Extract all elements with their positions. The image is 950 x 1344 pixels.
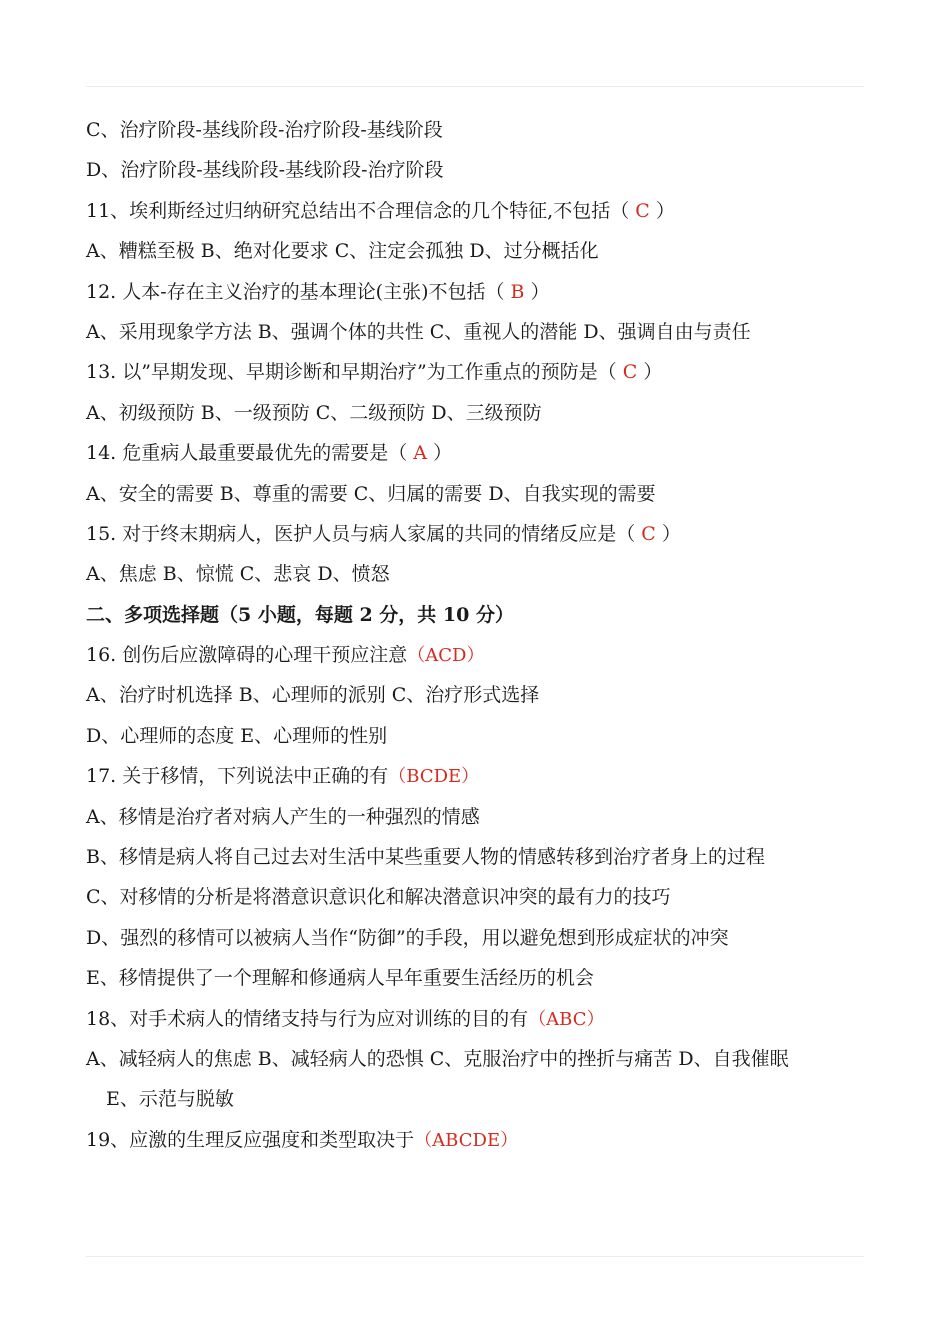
question-11: 11、埃利斯经过归纳研究总结出不合理信念的几个特征,不包括（ C ） — [86, 199, 675, 222]
answer-mark: （ACD） — [407, 645, 485, 667]
answer-mark: B — [504, 280, 531, 303]
question-18: 18、对手术病人的情绪支持与行为应对训练的目的有（ABC） — [86, 1007, 605, 1030]
question-option-line: A、初级预防 B、一级预防 C、二级预防 D、三级预防 — [86, 401, 542, 424]
answer-mark: C — [635, 522, 662, 545]
answer-mark: C — [629, 199, 656, 222]
question-option-line: B、移情是病人将自己过去对生活中某些重要人物的情感转移到治疗者身上的过程 — [86, 846, 765, 869]
question-option-line: E、移情提供了一个理解和修通病人早年重要生活经历的机会 — [86, 967, 594, 990]
question-option-line: E、示范与脱敏 — [106, 1088, 234, 1111]
document-body — [86, 110, 876, 1160]
section-heading: 二、多项选择题（5 小题，每题 2 分，共 10 分） — [86, 603, 514, 626]
answer-mark: （ABCDE） — [414, 1129, 519, 1151]
question-option-line: A、减轻病人的焦虑 B、减轻病人的恐惧 C、克服治疗中的挫折与痛苦 D、自我催眠 — [86, 1047, 789, 1070]
question-19: 19、应激的生理反应强度和类型取决于（ABCDE） — [86, 1128, 519, 1151]
question-option-line: A、采用现象学方法 B、强调个体的共性 C、重视人的潜能 D、强调自由与责任 — [86, 320, 751, 343]
answer-mark: C — [616, 361, 644, 384]
question-16: 16. 创伤后应激障碍的心理干预应注意（ACD） — [86, 644, 485, 667]
question-12: 12. 人本-存在主义治疗的基本理论(主张)不包括（ B ） — [86, 280, 550, 303]
question-option-line: D、心理师的态度 E、心理师的性别 — [86, 724, 388, 747]
question-option-line: A、治疗时机选择 B、心理师的派别 C、治疗形式选择 — [86, 684, 540, 707]
answer-mark: （BCDE） — [388, 766, 480, 788]
question-option-line: A、安全的需要 B、尊重的需要 C、归属的需要 D、自我实现的需要 — [86, 482, 656, 505]
question-option-line: C、对移情的分析是将潜意识意识化和解决潜意识冲突的最有力的技巧 — [86, 886, 671, 909]
question-17: 17. 关于移情，下列说法中正确的有（BCDE） — [86, 765, 480, 788]
question-14: 14. 危重病人最重要最优先的需要是（ A ） — [86, 442, 453, 465]
answer-mark: A — [407, 442, 434, 465]
question-13: 13. 以”早期发现、早期诊断和早期治疗”为工作重点的预防是（ C ） — [86, 361, 663, 384]
question-15: 15. 对于终末期病人，医护人员与病人家属的共同的情绪反应是（ C ） — [86, 522, 681, 545]
question-option-line: A、焦虑 B、惊慌 C、悲哀 D、愤怒 — [86, 563, 390, 586]
answer-mark: （ABC） — [528, 1008, 605, 1030]
question-option-line: D、治疗阶段-基线阶段-基线阶段-治疗阶段 — [86, 159, 444, 182]
question-option-line: A、移情是治疗者对病人产生的一种强烈的情感 — [86, 805, 480, 828]
question-option-line: D、强烈的移情可以被病人当作“防御”的手段，用以避免想到形成症状的冲突 — [86, 926, 729, 949]
bottom-rule — [86, 1256, 864, 1257]
question-option-line: A、糟糕至极 B、绝对化要求 C、注定会孤独 D、过分概括化 — [86, 240, 599, 263]
question-option-line: C、治疗阶段-基线阶段-治疗阶段-基线阶段 — [86, 119, 443, 141]
top-rule — [86, 86, 864, 87]
